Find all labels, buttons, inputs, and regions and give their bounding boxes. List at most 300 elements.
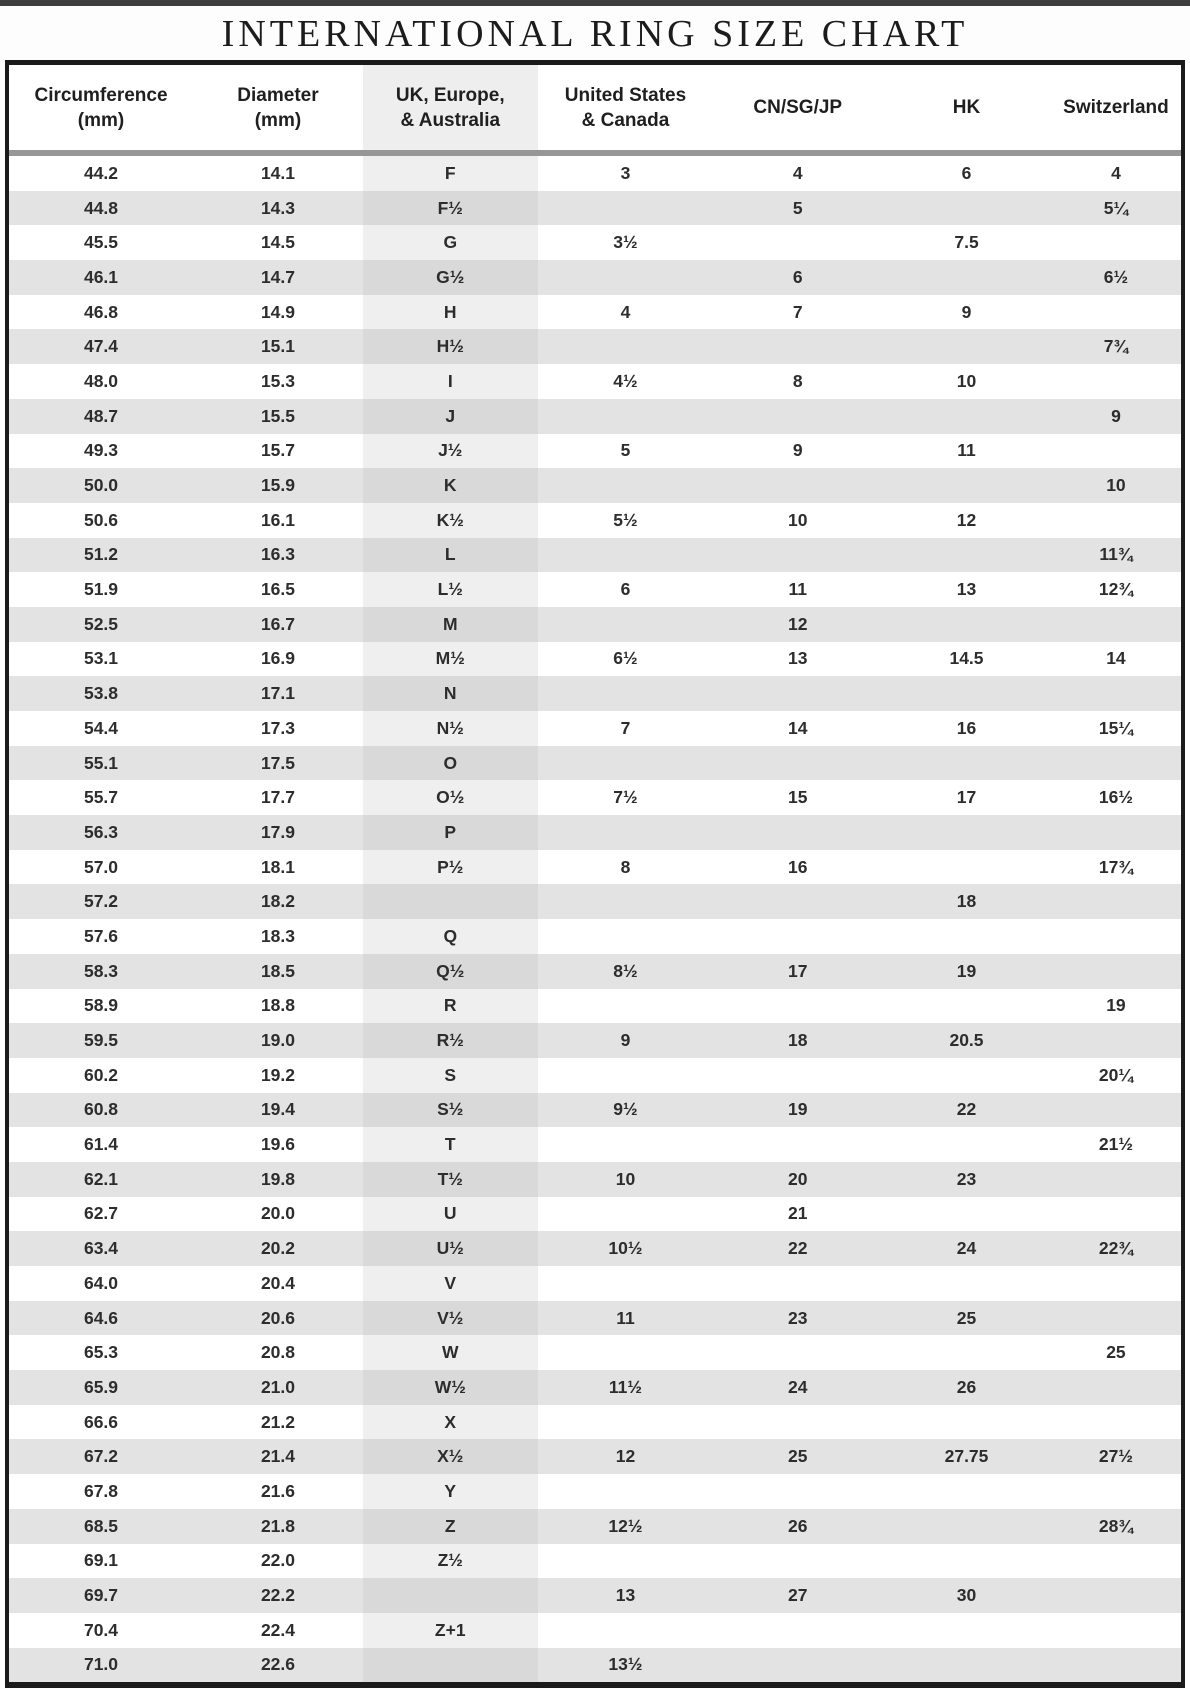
- cell-us-canada: 11: [616, 1307, 635, 1328]
- cell-hk: [882, 1474, 1051, 1509]
- cell-circumference: 58.3: [83, 960, 119, 981]
- cell-circumference: 50.6: [83, 509, 119, 530]
- cell-cn-sg-jp: 12: [788, 613, 808, 634]
- cell-uk-europe-australia: X½: [363, 1439, 538, 1474]
- cell-cn-sg-jp: 14: [788, 717, 808, 738]
- cell-switzerland: 11¾: [1099, 544, 1133, 565]
- cell-us-canada: 13½: [608, 1654, 643, 1675]
- cell-circumference: 48.7: [83, 405, 119, 426]
- cell-us-canada: 10½: [608, 1238, 643, 1259]
- table-row: [9, 1613, 1181, 1648]
- cell-switzerland: [1051, 1162, 1181, 1197]
- table-row: [9, 1544, 1181, 1579]
- cell-uk-europe-australia: V½: [363, 1301, 538, 1336]
- cell-uk-europe-australia: [363, 1648, 538, 1683]
- cell-circumference: 56.3: [83, 821, 119, 842]
- cell-us-canada: 6: [620, 579, 631, 600]
- cell-uk-europe-australia: Z½: [363, 1544, 538, 1579]
- cell-us-canada: [538, 919, 714, 954]
- cell-hk: [882, 1613, 1051, 1648]
- cell-us-canada: [538, 1544, 714, 1579]
- cell-uk-europe-australia: Z: [363, 1509, 538, 1544]
- cell-uk-europe-australia: H½: [363, 329, 538, 364]
- cell-uk-europe-australia: J: [363, 399, 538, 434]
- table-row: [9, 1023, 1181, 1058]
- cell-switzerland: 27½: [1098, 1446, 1133, 1467]
- cell-circumference: 52.5: [83, 613, 119, 634]
- cell-uk-europe-australia: W: [363, 1335, 538, 1370]
- cell-circumference: 61.4: [83, 1134, 119, 1155]
- column-header-cn-sg-jp: CN/SG/JP: [713, 65, 882, 153]
- table-row: [9, 538, 1181, 573]
- column-header-uk-europe-australia: UK, Europe, & Australia: [363, 65, 538, 153]
- cell-cn-sg-jp: [713, 1266, 882, 1301]
- cell-circumference: 53.8: [83, 683, 119, 704]
- cell-switzerland: 4: [1111, 162, 1121, 183]
- ring-size-table-frame: [5, 60, 1185, 1688]
- cell-diameter: 18.5: [260, 960, 295, 981]
- cell-circumference: 55.7: [83, 787, 119, 808]
- cell-switzerland: [1051, 746, 1181, 781]
- cell-uk-europe-australia: U: [363, 1197, 538, 1232]
- table-row: [9, 1127, 1181, 1162]
- cell-switzerland: [1051, 1578, 1181, 1613]
- cell-cn-sg-jp: 9: [792, 440, 803, 461]
- cell-diameter: 18.8: [260, 995, 295, 1016]
- cell-switzerland: [1051, 1197, 1181, 1232]
- table-row: [9, 815, 1181, 850]
- cell-uk-europe-australia: L½: [363, 572, 538, 607]
- cell-cn-sg-jp: [713, 1058, 882, 1093]
- cell-us-canada: [538, 1058, 714, 1093]
- table-row: [9, 1197, 1181, 1232]
- cell-cn-sg-jp: 15: [788, 787, 808, 808]
- cell-switzerland: [1051, 364, 1181, 399]
- cell-circumference: 60.2: [83, 1064, 119, 1085]
- cell-hk: 26: [956, 1376, 977, 1397]
- cell-switzerland: 7¾: [1103, 336, 1129, 357]
- table-row: [9, 919, 1181, 954]
- cell-uk-europe-australia: R: [363, 989, 538, 1024]
- cell-diameter: 20.4: [260, 1272, 295, 1293]
- cell-uk-europe-australia: N: [363, 676, 538, 711]
- cell-hk: [882, 1197, 1051, 1232]
- cell-switzerland: [1051, 954, 1181, 989]
- cell-us-canada: [538, 1197, 714, 1232]
- cell-hk: [882, 1335, 1051, 1370]
- cell-diameter: 17.1: [260, 683, 295, 704]
- cell-hk: 9: [961, 301, 972, 322]
- cell-switzerland: [1051, 434, 1181, 469]
- cell-us-canada: [538, 746, 714, 781]
- cell-diameter: 21.2: [260, 1411, 295, 1432]
- cell-circumference: 57.2: [83, 891, 119, 912]
- cell-cn-sg-jp: [713, 1474, 882, 1509]
- table-row: [9, 434, 1181, 469]
- table-row: [9, 954, 1181, 989]
- cell-uk-europe-australia: Q: [363, 919, 538, 954]
- cell-switzerland: [1051, 295, 1181, 330]
- cell-diameter: 19.4: [260, 1099, 295, 1120]
- cell-diameter: 15.1: [260, 336, 295, 357]
- cell-hk: [882, 1058, 1051, 1093]
- cell-cn-sg-jp: 26: [788, 1515, 808, 1536]
- cell-circumference: 51.9: [83, 579, 119, 600]
- cell-switzerland: 16½: [1098, 787, 1133, 808]
- cell-uk-europe-australia: F: [363, 153, 538, 191]
- table-row: [9, 607, 1181, 642]
- cell-cn-sg-jp: 8: [792, 370, 803, 391]
- cell-cn-sg-jp: 7: [792, 301, 803, 322]
- cell-us-canada: 3½: [613, 232, 638, 253]
- cell-us-canada: 6½: [613, 648, 638, 669]
- cell-cn-sg-jp: [713, 225, 882, 260]
- cell-circumference: 45.5: [83, 232, 119, 253]
- table-row: [9, 1405, 1181, 1440]
- cell-cn-sg-jp: [713, 1544, 882, 1579]
- cell-us-canada: 9: [620, 1030, 631, 1051]
- cell-circumference: 49.3: [83, 440, 119, 461]
- cell-us-canada: 11½: [608, 1376, 643, 1397]
- cell-diameter: 20.2: [260, 1238, 295, 1259]
- cell-cn-sg-jp: 17: [788, 960, 808, 981]
- cell-circumference: 70.4: [83, 1619, 119, 1640]
- cell-diameter: 14.3: [260, 197, 295, 218]
- cell-uk-europe-australia: P: [363, 815, 538, 850]
- table-row: [9, 468, 1181, 503]
- cell-diameter: 18.1: [260, 856, 295, 877]
- cell-diameter: 16.7: [260, 613, 295, 634]
- cell-hk: [882, 260, 1051, 295]
- cell-uk-europe-australia: Y: [363, 1474, 538, 1509]
- cell-diameter: 21.6: [260, 1480, 295, 1501]
- table-row: [9, 1335, 1181, 1370]
- cell-cn-sg-jp: 25: [788, 1446, 808, 1467]
- cell-hk: 20.5: [949, 1030, 984, 1051]
- cell-diameter: 21.4: [260, 1446, 295, 1467]
- cell-uk-europe-australia: M½: [363, 642, 538, 677]
- cell-switzerland: 22¾: [1098, 1238, 1133, 1259]
- cell-switzerland: [1051, 815, 1181, 850]
- cell-us-canada: [538, 1405, 714, 1440]
- cell-circumference: 47.4: [83, 336, 119, 357]
- table-row: [9, 295, 1181, 330]
- cell-switzerland: [1051, 1544, 1181, 1579]
- cell-uk-europe-australia: S: [363, 1058, 538, 1093]
- cell-hk: [882, 1544, 1051, 1579]
- cell-cn-sg-jp: 19: [788, 1099, 808, 1120]
- cell-circumference: 57.0: [83, 856, 119, 877]
- cell-hk: 16: [956, 717, 977, 738]
- cell-hk: 27.75: [944, 1446, 989, 1467]
- cell-us-canada: [538, 607, 714, 642]
- cell-uk-europe-australia: G: [363, 225, 538, 260]
- cell-hk: 14.5: [949, 648, 984, 669]
- table-row: [9, 1439, 1181, 1474]
- cell-switzerland: 15¼: [1098, 717, 1133, 738]
- cell-switzerland: 6½: [1103, 266, 1129, 287]
- cell-hk: [882, 1266, 1051, 1301]
- column-header-diameter: Diameter (mm): [193, 65, 363, 153]
- cell-us-canada: 13: [615, 1585, 636, 1606]
- cell-switzerland: 25: [1106, 1342, 1126, 1363]
- cell-cn-sg-jp: 20: [788, 1168, 808, 1189]
- cell-hk: [882, 399, 1051, 434]
- cell-us-canada: [538, 468, 714, 503]
- cell-uk-europe-australia: K: [363, 468, 538, 503]
- cell-hk: 10: [956, 370, 977, 391]
- cell-circumference: 63.4: [83, 1238, 119, 1259]
- cell-diameter: 21.0: [260, 1376, 295, 1397]
- cell-hk: 30: [956, 1585, 977, 1606]
- cell-diameter: 22.0: [260, 1550, 295, 1571]
- cell-hk: [882, 676, 1051, 711]
- cell-uk-europe-australia: I: [363, 364, 538, 399]
- cell-us-canada: 9½: [613, 1099, 638, 1120]
- cell-uk-europe-australia: Q½: [363, 954, 538, 989]
- cell-hk: 19: [956, 960, 977, 981]
- cell-switzerland: [1051, 1093, 1181, 1128]
- table-row: [9, 1231, 1181, 1266]
- cell-us-canada: 8: [620, 856, 631, 877]
- cell-diameter: 16.5: [260, 579, 295, 600]
- table-row: [9, 642, 1181, 677]
- cell-cn-sg-jp: [713, 1613, 882, 1648]
- cell-diameter: 14.9: [260, 301, 295, 322]
- cell-hk: 18: [956, 891, 977, 912]
- cell-diameter: 16.9: [260, 648, 295, 669]
- cell-hk: [882, 1648, 1051, 1683]
- cell-uk-europe-australia: F½: [363, 191, 538, 226]
- cell-hk: [882, 538, 1051, 573]
- table-row: [9, 399, 1181, 434]
- cell-us-canada: [538, 1613, 714, 1648]
- cell-switzerland: [1051, 1266, 1181, 1301]
- cell-circumference: 53.1: [83, 648, 119, 669]
- cell-diameter: 18.2: [260, 891, 295, 912]
- cell-uk-europe-australia: [363, 884, 538, 919]
- cell-diameter: 20.6: [260, 1307, 295, 1328]
- table-row: [9, 1648, 1181, 1683]
- table-row: [9, 1058, 1181, 1093]
- table-body: [9, 153, 1181, 1682]
- cell-switzerland: [1051, 503, 1181, 538]
- cell-diameter: 20.0: [260, 1203, 295, 1224]
- cell-hk: [882, 468, 1051, 503]
- cell-uk-europe-australia: L: [363, 538, 538, 573]
- table-row: [9, 884, 1181, 919]
- cell-circumference: 65.9: [83, 1376, 119, 1397]
- cell-us-canada: 5½: [613, 509, 638, 530]
- cell-hk: [882, 607, 1051, 642]
- cell-switzerland: 17¾: [1098, 856, 1133, 877]
- cell-hk: [882, 191, 1051, 226]
- cell-switzerland: 19: [1106, 995, 1126, 1016]
- cell-circumference: 50.0: [83, 475, 119, 496]
- cell-us-canada: [538, 329, 714, 364]
- cell-circumference: 48.0: [83, 370, 119, 391]
- cell-hk: 17: [956, 787, 977, 808]
- cell-cn-sg-jp: [713, 989, 882, 1024]
- cell-circumference: 67.2: [83, 1446, 119, 1467]
- table-row: [9, 572, 1181, 607]
- cell-circumference: 46.1: [83, 266, 119, 287]
- table-row: [9, 1266, 1181, 1301]
- cell-us-canada: [538, 884, 714, 919]
- table-row: [9, 1093, 1181, 1128]
- cell-cn-sg-jp: 11: [788, 579, 807, 600]
- cell-circumference: 67.8: [83, 1480, 119, 1501]
- cell-cn-sg-jp: 21: [788, 1203, 808, 1224]
- cell-circumference: 64.6: [83, 1307, 119, 1328]
- cell-us-canada: [538, 1266, 714, 1301]
- cell-circumference: 55.1: [83, 752, 119, 773]
- cell-us-canada: 3: [620, 162, 631, 183]
- table-row: [9, 989, 1181, 1024]
- cell-uk-europe-australia: V: [363, 1266, 538, 1301]
- cell-diameter: 19.2: [260, 1064, 295, 1085]
- cell-diameter: 14.1: [260, 162, 295, 183]
- cell-circumference: 54.4: [83, 717, 119, 738]
- cell-switzerland: 21½: [1098, 1134, 1133, 1155]
- cell-cn-sg-jp: 18: [788, 1030, 808, 1051]
- cell-hk: 6: [961, 162, 972, 183]
- cell-switzerland: [1051, 1301, 1181, 1336]
- cell-diameter: 19.8: [260, 1168, 295, 1189]
- cell-hk: [882, 989, 1051, 1024]
- table-row: [9, 260, 1181, 295]
- cell-switzerland: [1051, 1370, 1181, 1405]
- table-row: [9, 153, 1181, 191]
- cell-cn-sg-jp: 27: [788, 1585, 808, 1606]
- cell-us-canada: 5: [620, 440, 631, 461]
- table-row: [9, 1509, 1181, 1544]
- table-row: [9, 364, 1181, 399]
- cell-diameter: 17.9: [260, 821, 295, 842]
- cell-uk-europe-australia: W½: [363, 1370, 538, 1405]
- cell-switzerland: [1051, 1648, 1181, 1683]
- cell-us-canada: [538, 1127, 714, 1162]
- table-row: [9, 850, 1181, 885]
- cell-cn-sg-jp: [713, 815, 882, 850]
- cell-diameter: 17.7: [260, 787, 295, 808]
- cell-circumference: 44.8: [83, 197, 119, 218]
- cell-hk: 11: [957, 440, 976, 461]
- cell-switzerland: 10: [1106, 475, 1126, 496]
- cell-circumference: 68.5: [83, 1515, 119, 1536]
- cell-us-canada: [538, 399, 714, 434]
- cell-hk: 13: [956, 579, 977, 600]
- cell-cn-sg-jp: [713, 919, 882, 954]
- cell-diameter: 15.9: [260, 475, 295, 496]
- cell-us-canada: [538, 1335, 714, 1370]
- table-row: [9, 1474, 1181, 1509]
- cell-uk-europe-australia: O½: [363, 780, 538, 815]
- table-row: [9, 225, 1181, 260]
- cell-switzerland: 5¼: [1103, 197, 1129, 218]
- column-header-circumference: Circumference (mm): [9, 65, 193, 153]
- cell-circumference: 65.3: [83, 1342, 119, 1363]
- cell-us-canada: [538, 260, 714, 295]
- table-row: [9, 1578, 1181, 1613]
- cell-circumference: 51.2: [83, 544, 119, 565]
- cell-diameter: 19.0: [260, 1030, 295, 1051]
- cell-diameter: 19.6: [260, 1134, 295, 1155]
- cell-diameter: 16.3: [260, 544, 295, 565]
- cell-us-canada: [538, 191, 714, 226]
- cell-us-canada: 8½: [613, 960, 638, 981]
- cell-circumference: 59.5: [83, 1030, 119, 1051]
- cell-uk-europe-australia: X: [363, 1405, 538, 1440]
- cell-uk-europe-australia: N½: [363, 711, 538, 746]
- cell-cn-sg-jp: [713, 1335, 882, 1370]
- cell-switzerland: [1051, 676, 1181, 711]
- cell-diameter: 16.1: [260, 509, 295, 530]
- header-row: [9, 65, 1181, 153]
- cell-uk-europe-australia: R½: [363, 1023, 538, 1058]
- cell-diameter: 15.7: [260, 440, 295, 461]
- table-row: [9, 676, 1181, 711]
- cell-diameter: 22.6: [260, 1654, 295, 1675]
- cell-diameter: 22.2: [260, 1585, 295, 1606]
- cell-hk: [882, 815, 1051, 850]
- cell-uk-europe-australia: [363, 1578, 538, 1613]
- cell-uk-europe-australia: T½: [363, 1162, 538, 1197]
- table-row: [9, 780, 1181, 815]
- cell-us-canada: [538, 676, 714, 711]
- cell-diameter: 22.4: [260, 1619, 295, 1640]
- cell-uk-europe-australia: O: [363, 746, 538, 781]
- cell-uk-europe-australia: K½: [363, 503, 538, 538]
- cell-switzerland: 20¼: [1098, 1064, 1133, 1085]
- cell-uk-europe-australia: U½: [363, 1231, 538, 1266]
- cell-us-canada: 12: [615, 1446, 636, 1467]
- cell-diameter: 20.8: [260, 1342, 295, 1363]
- cell-switzerland: [1051, 919, 1181, 954]
- cell-cn-sg-jp: [713, 884, 882, 919]
- cell-cn-sg-jp: 24: [788, 1376, 808, 1397]
- table-row: [9, 711, 1181, 746]
- cell-diameter: 18.3: [260, 925, 295, 946]
- table-row: [9, 746, 1181, 781]
- cell-hk: 12: [956, 509, 977, 530]
- column-header-hk: HK: [882, 65, 1051, 153]
- cell-circumference: 69.7: [83, 1585, 119, 1606]
- cell-cn-sg-jp: [713, 399, 882, 434]
- cell-cn-sg-jp: [713, 676, 882, 711]
- cell-cn-sg-jp: [713, 1405, 882, 1440]
- cell-us-canada: 12½: [608, 1515, 643, 1536]
- cell-uk-europe-australia: G½: [363, 260, 538, 295]
- cell-switzerland: [1051, 1023, 1181, 1058]
- cell-uk-europe-australia: H: [363, 295, 538, 330]
- cell-circumference: 69.1: [83, 1550, 119, 1571]
- cell-circumference: 57.6: [83, 925, 119, 946]
- cell-diameter: 14.7: [260, 266, 295, 287]
- cell-cn-sg-jp: [713, 329, 882, 364]
- cell-uk-europe-australia: P½: [363, 850, 538, 885]
- cell-hk: [882, 329, 1051, 364]
- cell-hk: [882, 850, 1051, 885]
- cell-cn-sg-jp: [713, 468, 882, 503]
- table-row: [9, 503, 1181, 538]
- cell-uk-europe-australia: Z+1: [363, 1613, 538, 1648]
- cell-us-canada: [538, 538, 714, 573]
- cell-switzerland: 12¾: [1098, 579, 1133, 600]
- cell-cn-sg-jp: 4: [792, 162, 803, 183]
- table-row: [9, 191, 1181, 226]
- cell-diameter: 17.3: [260, 717, 295, 738]
